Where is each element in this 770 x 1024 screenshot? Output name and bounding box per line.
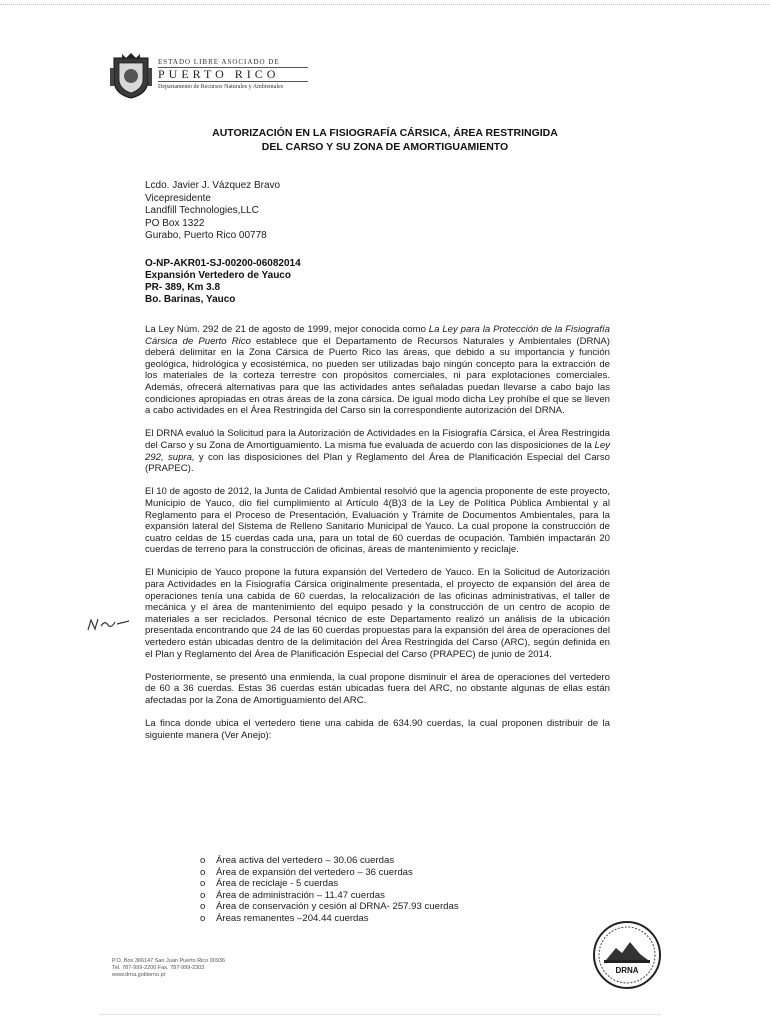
agency-line-1: ESTADO LIBRE ASOCIADO DE [158,58,280,66]
reference-line: O-NP-AKR01-SJ-00200-06082014 [145,258,301,269]
paragraph-text: y con las disposiciones del Plan y Reglamento del Área de Planificación Especial del Carso (PRAPEC). [145,451,610,475]
list-item: o Área de reciclaje - 5 cuerdas [200,878,459,890]
list-item: o Área de conservación y cesión al DRNA- 257.93 cuerdas [200,901,459,913]
paragraph-text: La Ley Núm. 292 de 21 de agosto de 1999, mejor conocida como [145,324,429,335]
agency-line-2: PUERTO RICO [158,67,308,82]
recipient-address [145,180,280,243]
paragraph-6: La finca donde ubica el vertedero tiene una cabida de 634.90 cuerdas, la cual proponen distribuir de la siguiente manera (Ver Anejo): [145,718,610,741]
page-footer [112,958,225,979]
title-line-2: DEL CARSO Y SU ZONA DE AMORTIGUAMIENTO [261,141,509,153]
coat-of-arms-icon [108,50,154,100]
agency-header [158,58,308,91]
agency-line-3: Departamento de Recursos Naturales y Ambientales [158,84,284,90]
scan-artifact-bottom [100,1014,660,1016]
address-line: Gurabo, Puerto Rico 00778 [145,230,267,241]
paragraph-text: establece que el Departamento de Recursos Naturales y Ambientales (DRNA) deberá delimitar en la Zona Cársica de Puerto Rico las áreas, que debido a su importancia y función geológica, hidrológica y ecosistémica, no pueden ser utilizadas bajo ningún concepto para la extracción de los materiales de la corteza terrestre con propósitos comerciales, ni para explotaciones comerciales. Además, ofrecerá alternativas para que las actividades antes señaladas puedan llevarse a cabo bajo las condiciones apropiadas en otras áreas de la zona cársica. De igual modo dicha Ley prohíbe el que se lleven a cabo actividades en el Área Restringida del Carso sin la correspondiente autorización del DRNA. [145,335,610,417]
reference-line: Expansión Vertedero de Yauco [145,270,291,281]
reference-line: PR- 389, Km 3.8 [145,282,221,293]
paragraph-3: El 10 de agosto de 2012, la Junta de Calidad Ambiental resolvió que la agencia proponente de este proyecto, Municipio de Yauco, dio fiel cumplimiento al Artículo 4(B)3 de la Ley de Política Pública Ambiental y al Reglamento para el Proceso de Presentación, Evaluación y Trámite de Documentos Ambientales, para la expansión lateral del Sistema de Relleno Sanitario Municipal de Yauco. La cual propone la construcción de cuatro celdas de 15 cuerdas cada una, para un total de 60 cuerdas de ocupación. También impactarán 20 cuerdas de terreno para la construcción de oficinas, áreas de mantenimiento y reciclaje. [145,486,610,556]
title-line-1: AUTORIZACIÓN EN LA FISIOGRAFÍA CÁRSICA, ÁREA RESTRINGIDA [212,127,558,139]
drna-seal-icon [592,920,662,990]
seal-label: DRNA [615,966,639,975]
list-item: o Área de administración – 11.47 cuerdas [200,890,459,902]
paragraph-5: Posteriormente, se presentó una enmienda, la cual propone disminuir el área de operaciones del vertedero de 60 a 36 cuerdas. Estas 36 cuerdas están ubicadas fuera del ARC, no obstante algunas de ellas están afectadas por la Zona de Amortiguamiento del ARC. [145,671,610,706]
document-title [150,126,620,154]
land-distribution-list [200,855,459,925]
paragraph-2 [145,428,610,474]
footer-line: P.O. Box 366147 San Juan Puerto Rico 00936 [112,958,226,964]
paragraph-1 [145,324,610,417]
list-item: o Área activa del vertedero – 30.06 cuerdas [200,855,459,867]
reference-block [145,258,301,306]
address-line: Vicepresidente [145,192,211,204]
address-line: Landfill Technologies,LLC [145,205,259,216]
law-citation-italic: Ley 292, supra, [145,439,610,463]
reference-line: Bo. Barinas, Yauco [145,294,236,305]
law-title-italic: La Ley para la Protección de la Fisiografía Cársica de Puerto Rico [145,324,610,347]
scan-artifact-top [0,4,770,6]
paragraph-4: El Municipio de Yauco propone la futura expansión del Vertedero de Yauco. En la Solicitud de Autorización para Actividades en la Fisiografía Cársica originalmente presentada, el proyecto de expansión del área de operaciones tenía una cabida de 60 cuerdas, la relocalización de las oficinas administrativas, el taller de mecánica y el área de mantenimiento del equipo pesado y la construcción de un centro de acopio de materiales a ser reciclados. Personal técnico de este Departamento realizó un análisis de la ubicación presentada encontrando que 24 de las 60 cuerdas propuestas para la expansión del área de operaciones del vertedero están ubicadas dentro de la delimitación del Área Restringida del Carso (ARC), según definida en el Plan y Reglamento del Área de Planificación Especial del Carso (PRAPEC) de junio de 2014. [145,567,610,660]
list-item: o Áreas remanentes –204.44 cuerdas [200,913,459,925]
list-item: o Área de expansión del vertedero – 36 cuerdas [200,867,459,879]
footer-line: www.drna.gobierno.pr [112,972,166,978]
address-line: PO Box 1322 [145,217,205,229]
paragraph-text: El DRNA evaluó la Solicitud para la Autorización de Actividades en la Fisiografía Cársica, el Área Restringida del Carso y su Zona de Amortiguamiento. La misma fue evaluada de acuerdo con las disposiciones de la [145,428,610,451]
footer-line: Tel. 787-999-2200 Fax. 787-999-2303 [112,965,205,971]
address-line: Lcdo. Javier J. Vázquez Bravo [145,180,281,191]
handwritten-initials-icon [85,612,135,636]
letter-body [145,324,610,753]
